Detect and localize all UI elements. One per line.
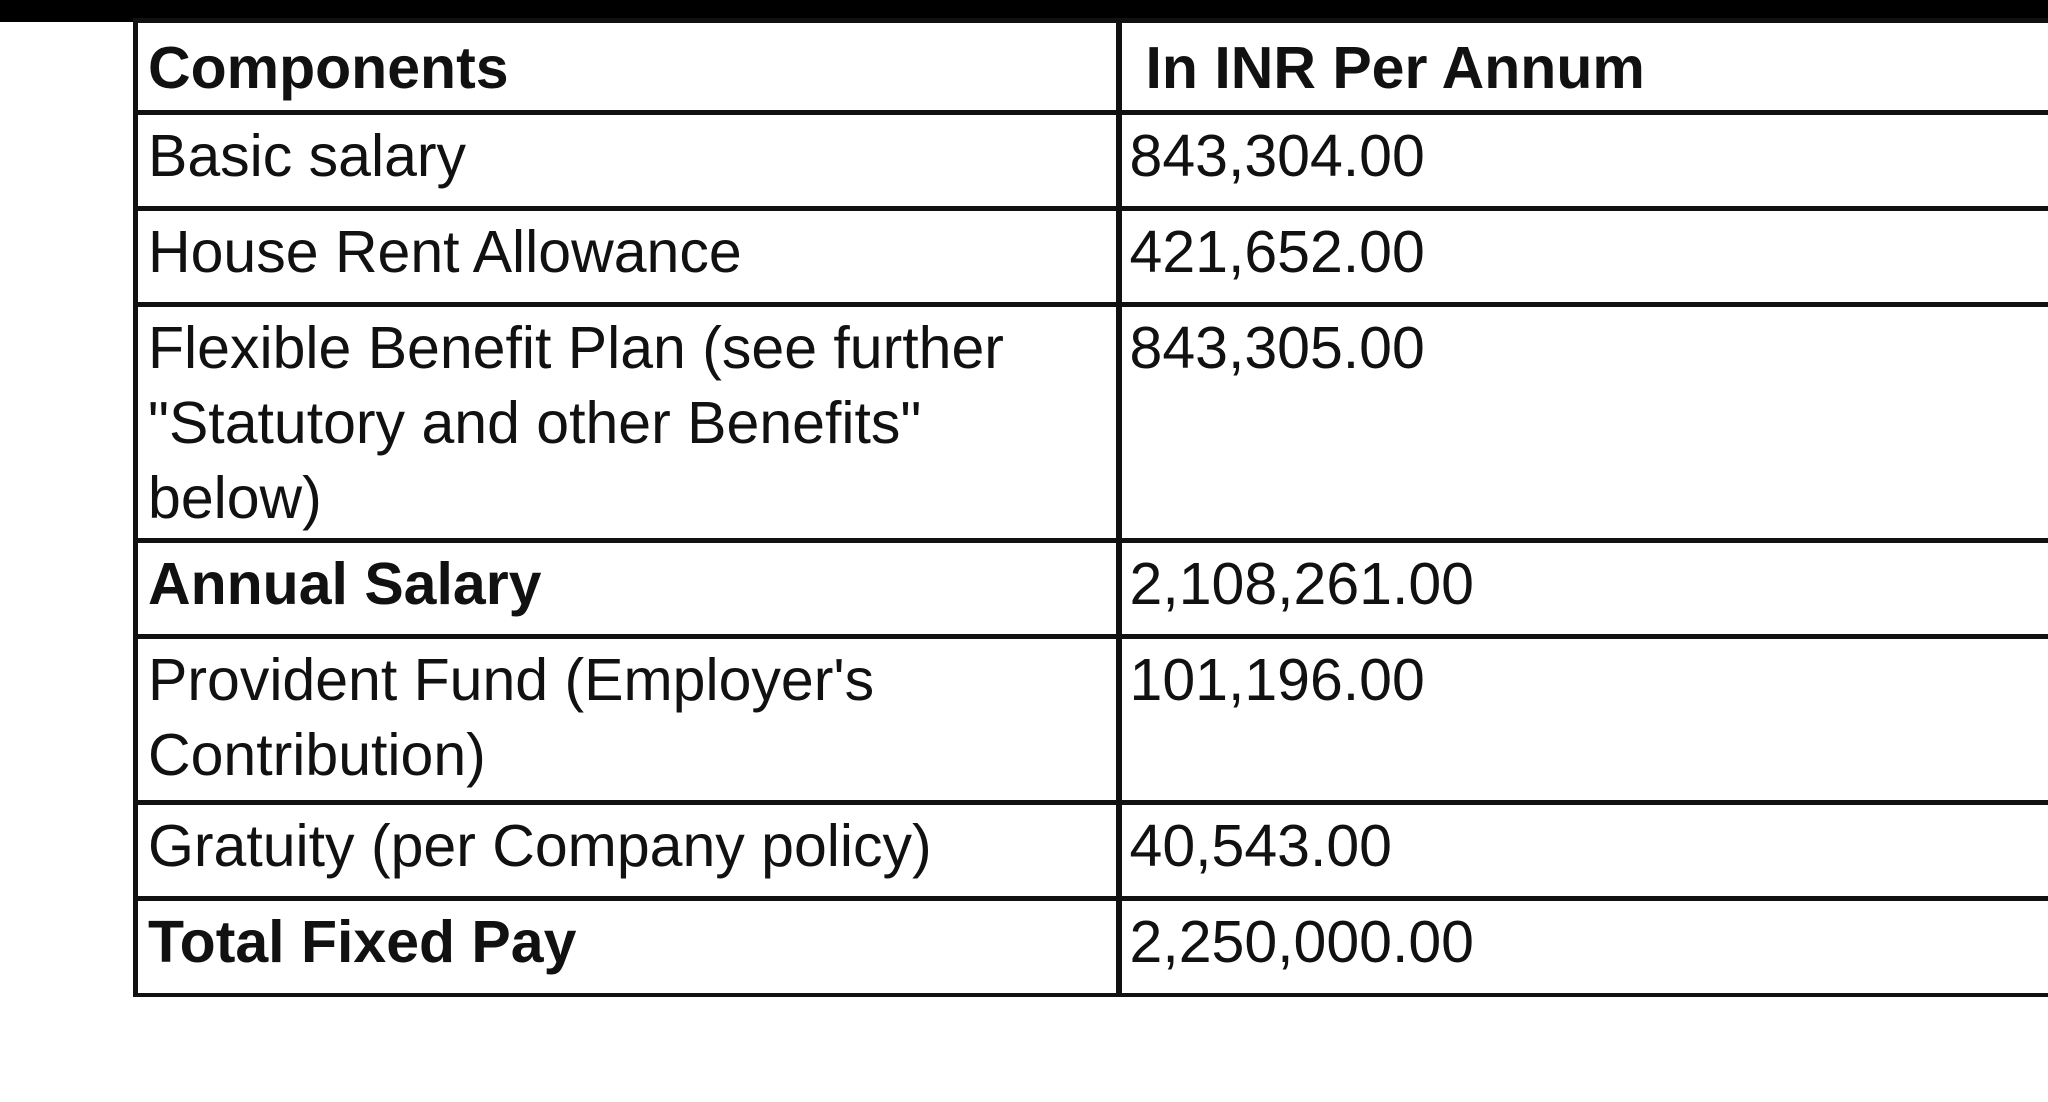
component-label: Annual Salary [136,541,1119,637]
component-amount: 2,250,000.00 [1119,899,2048,995]
table-row-flexible-benefit-plan [136,305,2048,541]
component-amount: 40,543.00 [1119,803,2048,899]
component-amount: 101,196.00 [1119,637,2048,803]
component-label: Gratuity (per Company policy) [136,803,1119,899]
table-row-total-fixed-pay [136,899,2048,995]
table-row-annual-salary [136,541,2048,637]
table-row-house-rent-allowance [136,209,2048,305]
component-label: Total Fixed Pay [136,899,1119,995]
table-row-provident-fund [136,637,2048,803]
component-label: House Rent Allowance [136,209,1119,305]
component-amount: 843,304.00 [1119,113,2048,209]
table-header-row [136,21,2048,113]
component-amount: 843,305.00 [1119,305,2048,541]
component-amount: 421,652.00 [1119,209,2048,305]
component-label: Flexible Benefit Plan (see further "Statutory and other Benefits" below) [136,305,1119,541]
header-amount: In INR Per Annum [1119,21,2048,113]
component-label: Provident Fund (Employer's Contribution) [136,637,1119,803]
component-label: Basic salary [136,113,1119,209]
header-components: Components [136,21,1119,113]
component-amount: 2,108,261.00 [1119,541,2048,637]
table-row-gratuity [136,803,2048,899]
compensation-table [133,18,2048,997]
table-row-basic-salary [136,113,2048,209]
